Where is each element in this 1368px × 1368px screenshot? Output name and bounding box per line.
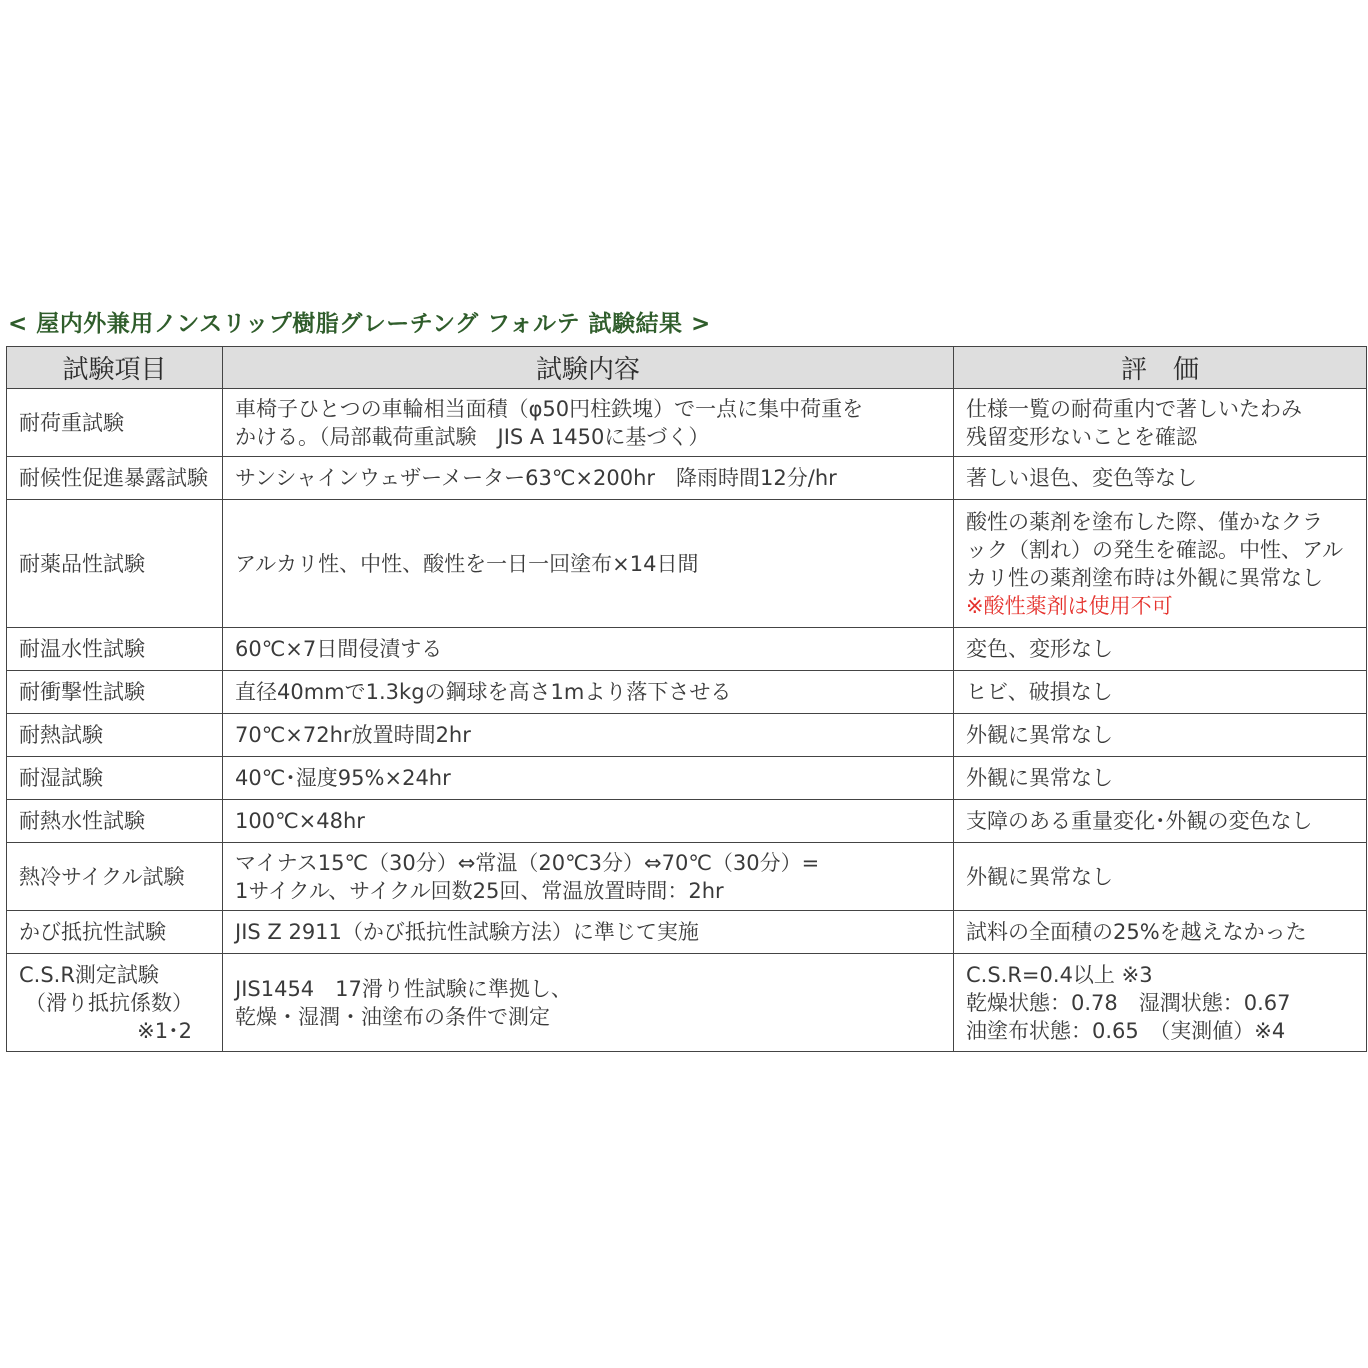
test-item-cell bbox=[7, 457, 223, 500]
test-content-cell bbox=[223, 628, 954, 671]
evaluation-text: C.S.R=0.4以上 ※3 bbox=[966, 962, 1153, 987]
test-content-text: アルカリ性、中性、酸性を一日一回塗布×14日間 bbox=[235, 551, 699, 576]
table-row bbox=[7, 911, 1367, 954]
evaluation-text: 外観に異常なし bbox=[966, 864, 1113, 889]
evaluation-text: ック（割れ）の発生を確認。中性、アル bbox=[966, 537, 1344, 562]
test-content-text: 40℃･湿度95%×24hr bbox=[235, 766, 451, 790]
test-item-cell bbox=[7, 911, 223, 954]
evaluation-text: 試料の全面積の25%を越えなかった bbox=[966, 920, 1307, 944]
test-content-text: マイナス15℃（30分）⇔常温（20℃3分）⇔70℃（30分）= bbox=[235, 850, 820, 875]
table-row bbox=[7, 843, 1367, 911]
acid-warning-note: ※酸性薬剤は使用不可 bbox=[966, 593, 1173, 618]
test-item-text: 耐熱水性試験 bbox=[19, 809, 145, 833]
test-item-text: 熱冷サイクル試験 bbox=[19, 864, 185, 889]
test-item-note: ※1･2 bbox=[137, 1018, 192, 1043]
evaluation-text: 外観に異常なし bbox=[966, 766, 1113, 790]
test-content-text: 70℃×72hr放置時間2hr bbox=[235, 723, 471, 747]
table-row bbox=[7, 457, 1367, 500]
test-content-text: JIS Z 2911（かび抵抗性試験方法）に準じて実施 bbox=[235, 920, 699, 944]
test-content-cell bbox=[223, 500, 954, 628]
test-item-text: 耐熱試験 bbox=[19, 723, 103, 747]
evaluation-cell bbox=[954, 843, 1367, 911]
evaluation-text: カリ性の薬剤塗布時は外観に異常なし bbox=[966, 565, 1323, 590]
test-content-cell bbox=[223, 911, 954, 954]
table-row bbox=[7, 671, 1367, 714]
evaluation-text: 著しい退色、変色等なし bbox=[966, 466, 1197, 490]
table-row bbox=[7, 389, 1367, 457]
test-content-text: 車椅子ひとつの車輪相当面積（φ50円柱鉄塊）で一点に集中荷重を bbox=[235, 396, 864, 421]
table-row bbox=[7, 500, 1367, 628]
test-content-text: 直径40mmで1.3kgの鋼球を高さ1mより落下させる bbox=[235, 680, 732, 704]
page-title: < 屋内外兼用ノンスリップ樹脂グレーチング フォルテ 試験結果 > bbox=[8, 311, 711, 337]
evaluation-text: ヒビ、破損なし bbox=[966, 680, 1113, 704]
evaluation-cell bbox=[954, 389, 1367, 457]
test-content-cell bbox=[223, 954, 954, 1052]
evaluation-text: 支障のある重量変化･外観の変色なし bbox=[966, 809, 1313, 833]
test-item-text: かび抵抗性試験 bbox=[19, 920, 166, 944]
test-content-text: JIS1454 17滑り性試験に準拠し、 bbox=[235, 976, 572, 1001]
evaluation-text: 仕様一覧の耐荷重内で著しいたわみ bbox=[966, 396, 1302, 421]
evaluation-cell bbox=[954, 671, 1367, 714]
evaluation-cell bbox=[954, 628, 1367, 671]
evaluation-cell bbox=[954, 457, 1367, 500]
table-header-row bbox=[7, 347, 1367, 389]
evaluation-cell bbox=[954, 911, 1367, 954]
test-item-text: 耐温水性試験 bbox=[19, 637, 145, 661]
table-row bbox=[7, 628, 1367, 671]
test-item-cell bbox=[7, 757, 223, 800]
header-test-content: 試験内容 bbox=[223, 347, 954, 389]
test-item-cell bbox=[7, 843, 223, 911]
test-item-cell bbox=[7, 500, 223, 628]
test-results-table bbox=[6, 346, 1367, 1052]
test-item-text: 耐衝撃性試験 bbox=[19, 680, 145, 704]
test-content-text: 100℃×48hr bbox=[235, 809, 365, 833]
evaluation-text: 油塗布状態：0.65 （実測値）※4 bbox=[966, 1018, 1286, 1043]
test-item-text: 耐候性促進暴露試験 bbox=[19, 466, 208, 490]
header-evaluation: 評 価 bbox=[954, 347, 1367, 389]
test-content-cell bbox=[223, 389, 954, 457]
test-content-text: かける。（局部載荷重試験 JIS A 1450に基づく） bbox=[235, 424, 710, 449]
evaluation-cell bbox=[954, 800, 1367, 843]
test-item-cell bbox=[7, 954, 223, 1052]
header-test-item: 試験項目 bbox=[7, 347, 223, 389]
evaluation-text: 乾燥状態：0.78 湿潤状態：0.67 bbox=[966, 990, 1291, 1015]
evaluation-text: 残留変形ないことを確認 bbox=[966, 424, 1197, 449]
test-content-cell bbox=[223, 457, 954, 500]
test-content-cell bbox=[223, 671, 954, 714]
test-content-cell bbox=[223, 800, 954, 843]
evaluation-cell bbox=[954, 757, 1367, 800]
table-row bbox=[7, 954, 1367, 1052]
evaluation-cell bbox=[954, 500, 1367, 628]
test-content-text: 60℃×7日間侵漬する bbox=[235, 637, 443, 661]
evaluation-text: 外観に異常なし bbox=[966, 723, 1113, 747]
test-content-cell bbox=[223, 757, 954, 800]
test-item-text: 耐荷重試験 bbox=[19, 410, 124, 435]
evaluation-cell bbox=[954, 954, 1367, 1052]
evaluation-text: 変色、変形なし bbox=[966, 637, 1113, 661]
table-row bbox=[7, 714, 1367, 757]
test-content-cell bbox=[223, 843, 954, 911]
test-content-text: サンシャインウェザーメーター63℃×200hr 降雨時間12分/hr bbox=[235, 466, 837, 490]
test-item-cell bbox=[7, 714, 223, 757]
test-item-cell bbox=[7, 628, 223, 671]
test-item-cell bbox=[7, 671, 223, 714]
evaluation-text: 酸性の薬剤を塗布した際、僅かなクラ bbox=[966, 509, 1323, 534]
test-item-cell bbox=[7, 389, 223, 457]
test-item-text: 耐湿試験 bbox=[19, 766, 103, 790]
test-item-text: （滑り抵抗係数） bbox=[25, 990, 193, 1015]
test-item-text: 耐薬品性試験 bbox=[19, 551, 145, 576]
test-content-cell bbox=[223, 714, 954, 757]
table-row bbox=[7, 757, 1367, 800]
test-item-cell bbox=[7, 800, 223, 843]
test-item-text: C.S.R測定試験 bbox=[19, 962, 159, 987]
test-content-text: 1サイクル、サイクル回数25回、常温放置時間：2hr bbox=[235, 878, 724, 903]
test-content-text: 乾燥・湿潤・油塗布の条件で測定 bbox=[235, 1004, 550, 1029]
evaluation-cell bbox=[954, 714, 1367, 757]
table-row bbox=[7, 800, 1367, 843]
